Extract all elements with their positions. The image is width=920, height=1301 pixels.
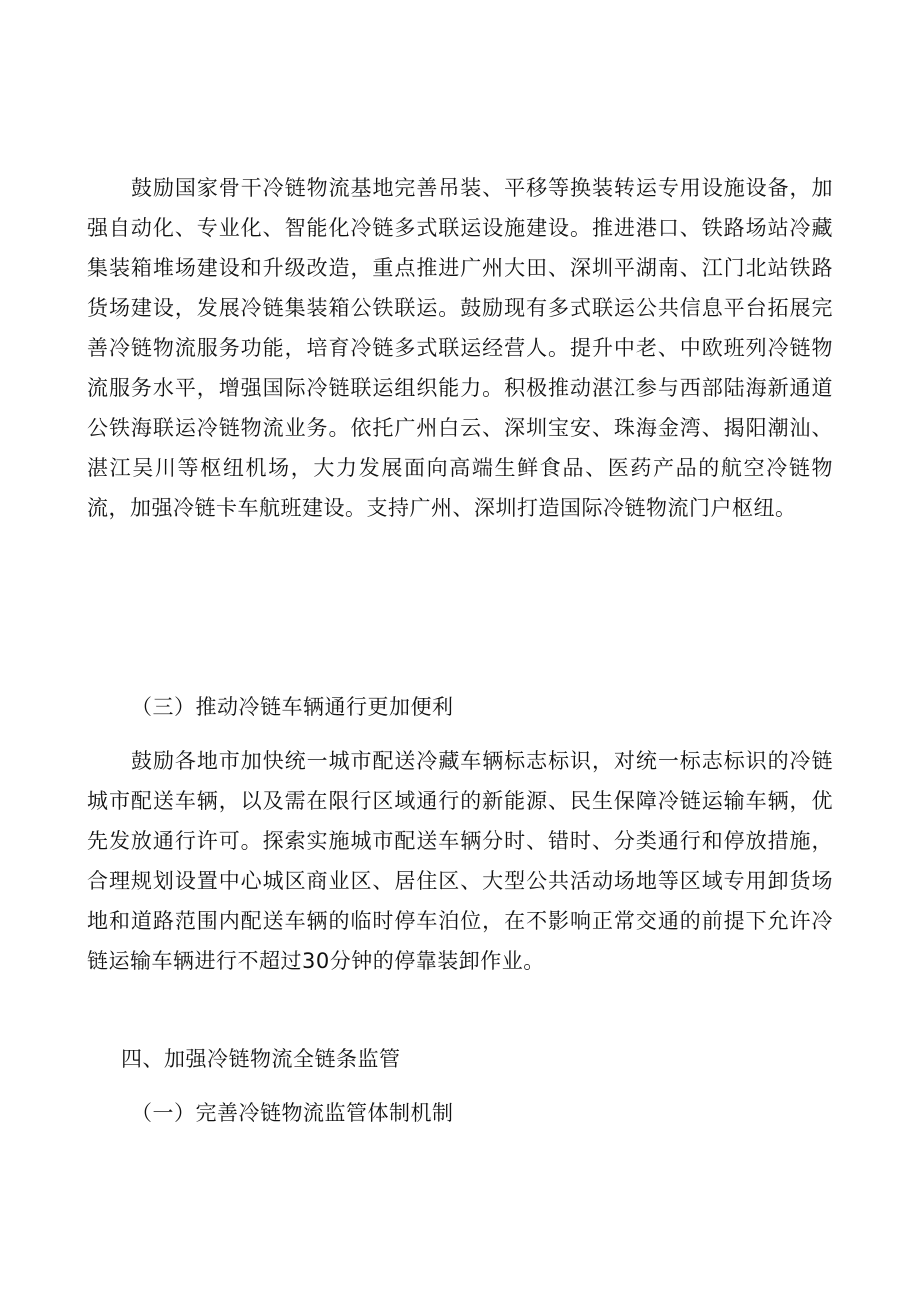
body-paragraph-cold-chain-multimodal: 鼓励国家骨干冷链物流基地完善吊装、平移等换装转运专用设施设备，加强自动化、专业化、智能化冷链多式联运设施建设。推进港口、铁路场站冷藏集装箱堆场建设和升级改造，重点推进广州大田、深圳平湖南、江门北站铁路货场建设，发展冷链集装箱公铁联运。鼓励现有多式联运公共信息平台拓展完善冷链物流服务功能，培育冷链多式联运经营人。提升中老、中欧班列冷链物流服务水平，增强国际冷链联运组织能力。积极推动湛江参与西部陆海新通道公铁海联运冷链物流业务。依托广州白云、深圳宝安、珠海金湾、揭阳潮汕、湛江吴川等枢纽机场，大力发展面向高端生鲜食品、医药产品的航空冷链物流，加强冷链卡车航班建设。支持广州、深圳打造国际冷链物流门户枢纽。 [87,176,833,520]
chapter-heading-supervision: 四、加强冷链物流全链条监管 [121,1047,401,1071]
subheading-supervision-mechanism: （一）完善冷链物流监管体制机制 [131,1101,454,1125]
subheading-vehicle-access: （三）推动冷链车辆通行更加便利 [131,695,454,719]
body-paragraph-vehicle-access: 鼓励各地市加快统一城市配送冷藏车辆标志标识，对统一标志标识的冷链城市配送车辆，以及需在限行区域通行的新能源、民生保障冷链运输车辆，优先发放通行许可。探索实施城市配送车辆分时、错时、分类通行和停放措施，合理规划设置中心城区商业区、居住区、大型公共活动场地等区域专用卸货场地和道路范围内配送车辆的临时停车泊位，在不影响正常交通的前提下允许冷链运输车辆进行不超过30分钟的停靠装卸作业。 [87,749,833,973]
